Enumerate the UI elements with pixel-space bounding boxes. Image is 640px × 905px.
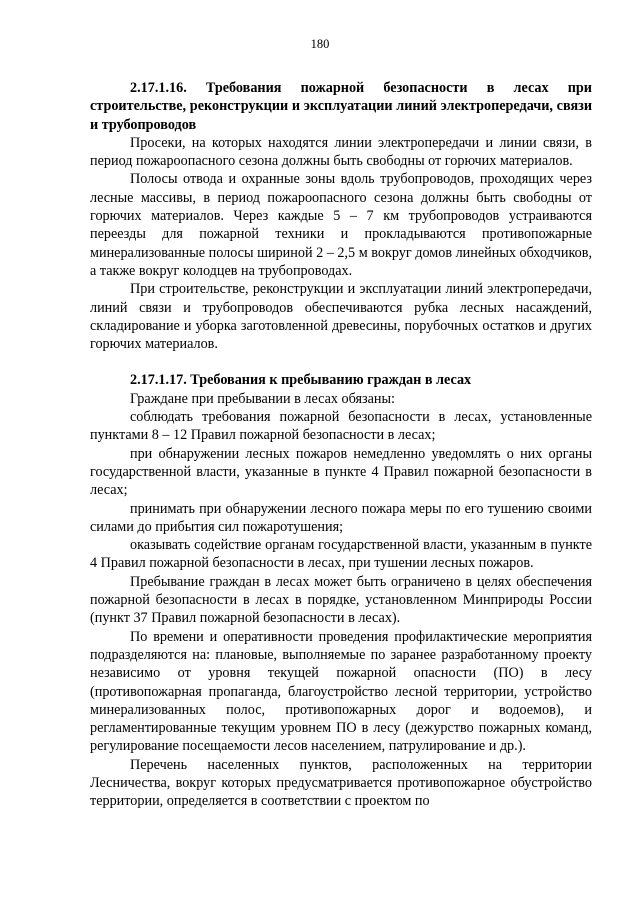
page-number: 180: [310, 37, 330, 51]
paragraph: При строительстве, реконструкции и эксплуатации линий электропередачи, линий связи и трубопроводов обеспечиваются рубка лесных насаждений, складирование и уборка заготовленной древесины, порубочных остатков и других горючих материалов.: [90, 281, 592, 353]
paragraph: принимать при обнаружении лесного пожара меры по его тушению своими силами до прибытия сил пожаротушения;: [90, 500, 592, 535]
paragraph: Граждане при пребывании в лесах обязаны:: [130, 390, 395, 407]
paragraph: Пребывание граждан в лесах может быть ограничено в целях обеспечения пожарной безопасности в лесах в порядке, установленном Минприроды России (пункт 37 Правил пожарной безопасности в лесах).: [90, 573, 592, 627]
section-2-17-1-16: [90, 79, 592, 353]
paragraph: оказывать содействие органам государственной власти, указанным в пункте 4 Правил пожарной безопасности в лесах, при тушении лесных пожаров.: [90, 537, 592, 572]
paragraph: при обнаружении лесных пожаров немедленно уведомлять о них органы государственной власти, указанные в пункте 4 Правил пожарной безопасности в лесах;: [90, 445, 592, 499]
section-gap: [90, 353, 592, 371]
section-heading: 2.17.1.17. Требования к пребыванию граждан в лесах: [130, 372, 472, 389]
paragraph: Полосы отвода и охранные зоны вдоль трубопроводов, проходящих через лесные массивы, в период пожароопасного сезона должны быть свободны от горючих материалов. Через каждые 5 – 7 км трубопроводов устраиваются переезды для пожарной техники и прокладываются противопожарные минерализованные полосы шириной 2 – 2,5 м вокруг домов линейных обходчиков, а также вокруг колодцев на трубопроводах.: [90, 171, 592, 279]
paragraph: Перечень населенных пунктов, расположенных на территории Лесничества, вокруг которых предусматривается противопожарное обустройство территории, определяется в соответствии с проектом по: [90, 756, 592, 810]
section-heading: 2.17.1.16. Требования пожарной безопасности в лесах при строительстве, реконструкции и эксплуатации линий электропередачи, связи и трубопроводов: [90, 80, 592, 133]
paragraph: Просеки, на которых находятся линии электропередачи и линии связи, в период пожароопасного сезона должны быть свободны от горючих материалов.: [90, 134, 592, 170]
document-body: [90, 79, 592, 811]
section-2-17-1-17: [90, 371, 592, 810]
paragraph: По времени и оперативности проведения профилактические мероприятия подразделяются на: плановые, выполняемые по заранее разработанному проекту независимо от уровня текущей пожарной опасности (ПО) в лесу (противопожарная пропаганда, благоустройство лесной территории, устройство минерализованных полос, противопожарных дорог и водоемов), и регламентированные текущим уровнем ПО в лесу (дежурство пожарных команд, регулирование посещаемости лесов населением, патрулирование и др.).: [90, 628, 592, 755]
paragraph: соблюдать требования пожарной безопасности в лесах, установленные пунктами 8 – 12 Правил пожарной безопасности в лесах;: [90, 409, 592, 444]
